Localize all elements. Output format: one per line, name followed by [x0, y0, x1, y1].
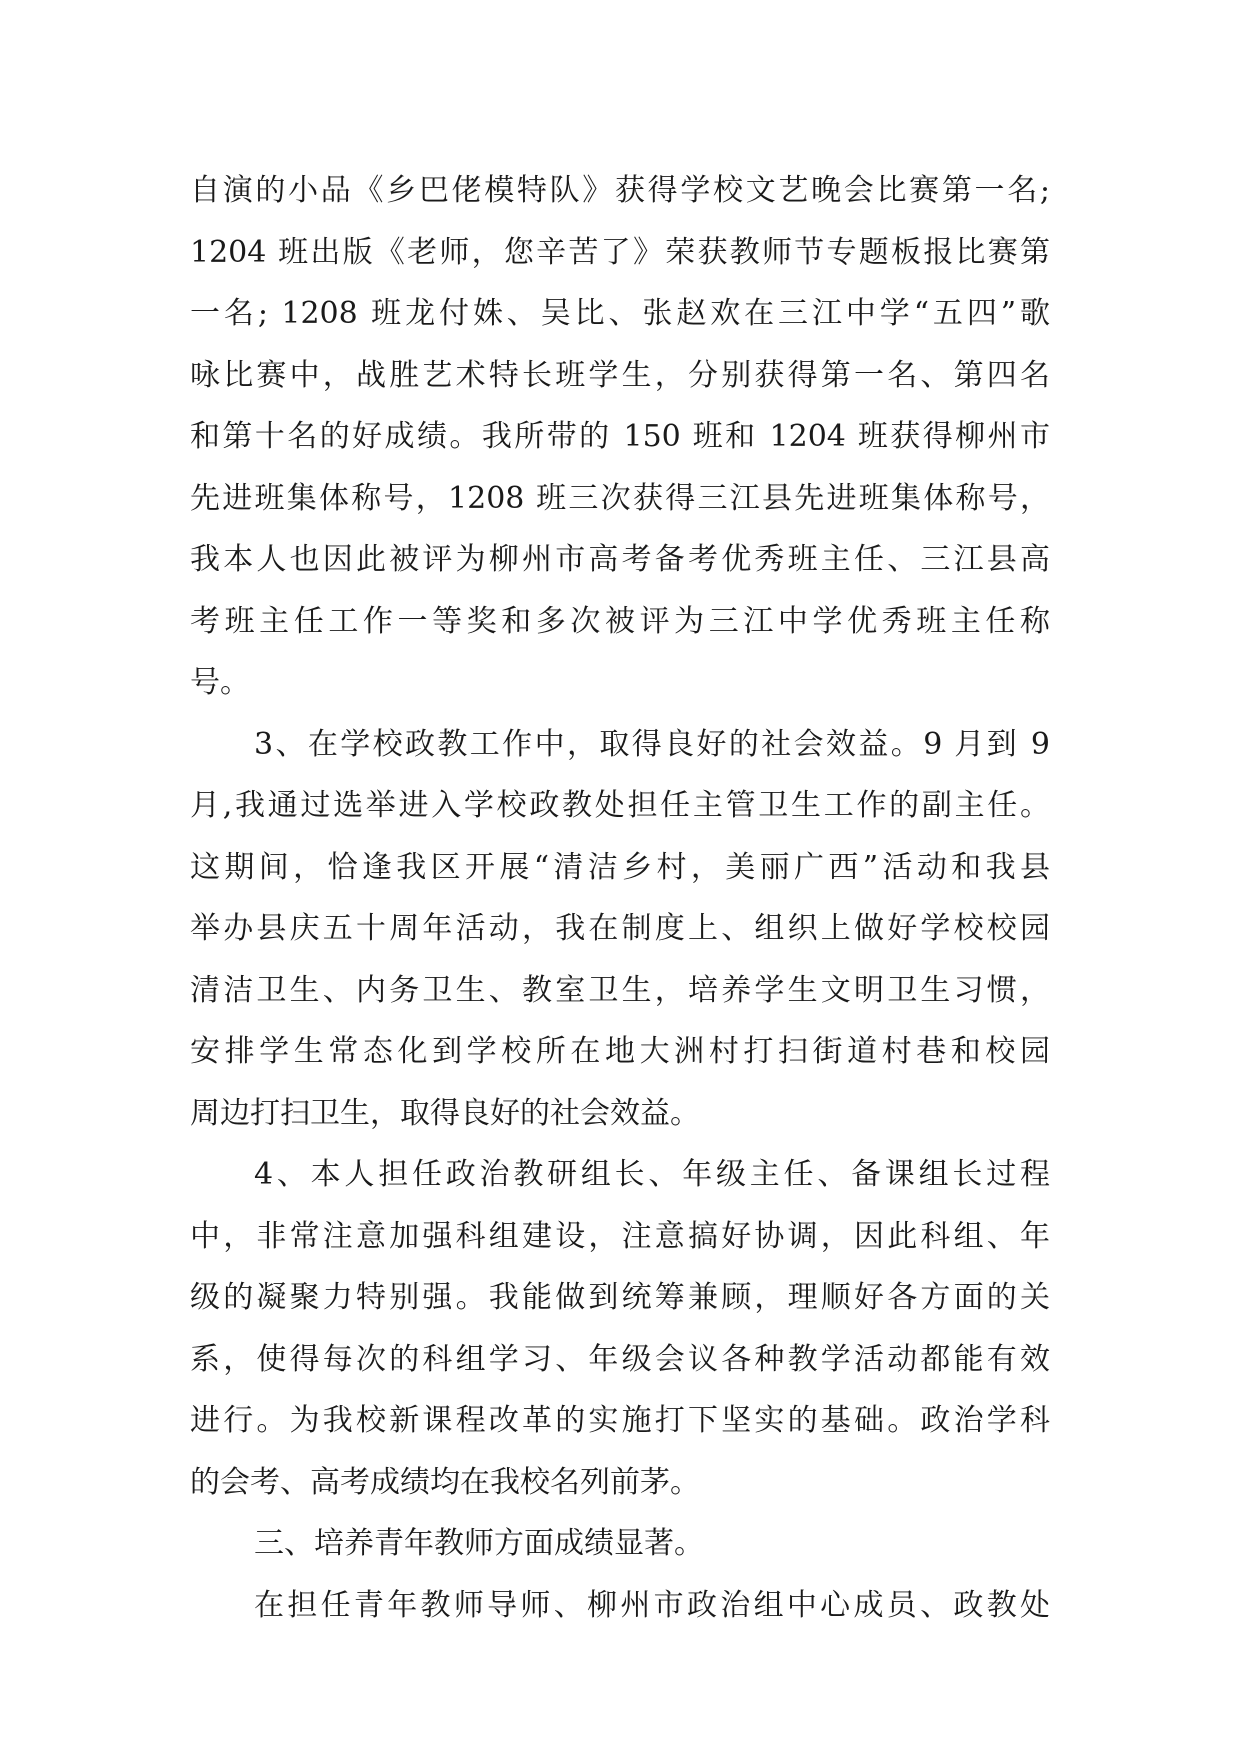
text-line: 3、在学校政教工作中，取得良好的社会效益。9 月到 9	[254, 726, 1050, 762]
text-line: 清洁卫生、内务卫生、教室卫生，培养学生文明卫生习惯，	[190, 972, 1050, 1008]
section-heading: 三、培养青年教师方面成绩显著。	[254, 1526, 704, 1561]
text-line: 我本人也因此被评为柳州市高考备考优秀班主任、三江县高	[190, 542, 1050, 577]
text-line: 1204 班出版《老师，您辛苦了》荣获教师节专题板报比赛第	[190, 234, 1050, 270]
text-line: 咏比赛中，战胜艺术特长班学生，分别获得第一名、第四名	[190, 357, 1050, 393]
document-body	[190, 160, 1050, 1636]
text-line: 这期间，恰逢我区开展“清洁乡村，美丽广西”活动和我县	[190, 849, 1050, 885]
text-line: 4、本人担任政治教研组长、年级主任、备课组长过程	[254, 1157, 1050, 1192]
text-line: 先进班集体称号，1208 班三次获得三江县先进班集体称号，	[190, 480, 1050, 516]
text-line: 号。	[190, 665, 250, 700]
text-line: 月,我通过选举进入学校政教处担任主管卫生工作的副主任。	[190, 788, 1050, 823]
text-line: 举办县庆五十周年活动，我在制度上、组织上做好学校校园	[190, 911, 1050, 946]
text-line: 中，非常注意加强科组建设，注意搞好协调，因此科组、年	[190, 1218, 1050, 1254]
text-line: 在担任青年教师导师、柳州市政治组中心成员、政教处	[254, 1587, 1050, 1623]
text-line: 周边打扫卫生，取得良好的社会效益。	[190, 1095, 700, 1131]
text-line: 的会考、高考成绩均在我校名列前茅。	[190, 1464, 700, 1500]
text-line: 自演的小品《乡巴佬模特队》获得学校文艺晚会比赛第一名;	[190, 173, 1050, 208]
text-line: 安排学生常态化到学校所在地大洲村打扫街道村巷和校园	[190, 1034, 1050, 1069]
text-line: 一名; 1208 班龙付姝、吴比、张赵欢在三江中学“五四”歌	[190, 296, 1050, 331]
text-line: 系，使得每次的科组学习、年级会议各种教学活动都能有效	[190, 1341, 1050, 1377]
text-line: 和第十名的好成绩。我所带的 150 班和 1204 班获得柳州市	[190, 419, 1050, 454]
text-line: 级的凝聚力特别强。我能做到统筹兼顾，理顺好各方面的关	[190, 1280, 1050, 1315]
text-line: 进行。为我校新课程改革的实施打下坚实的基础。政治学科	[190, 1403, 1050, 1438]
text-line: 考班主任工作一等奖和多次被评为三江中学优秀班主任称	[190, 603, 1050, 639]
